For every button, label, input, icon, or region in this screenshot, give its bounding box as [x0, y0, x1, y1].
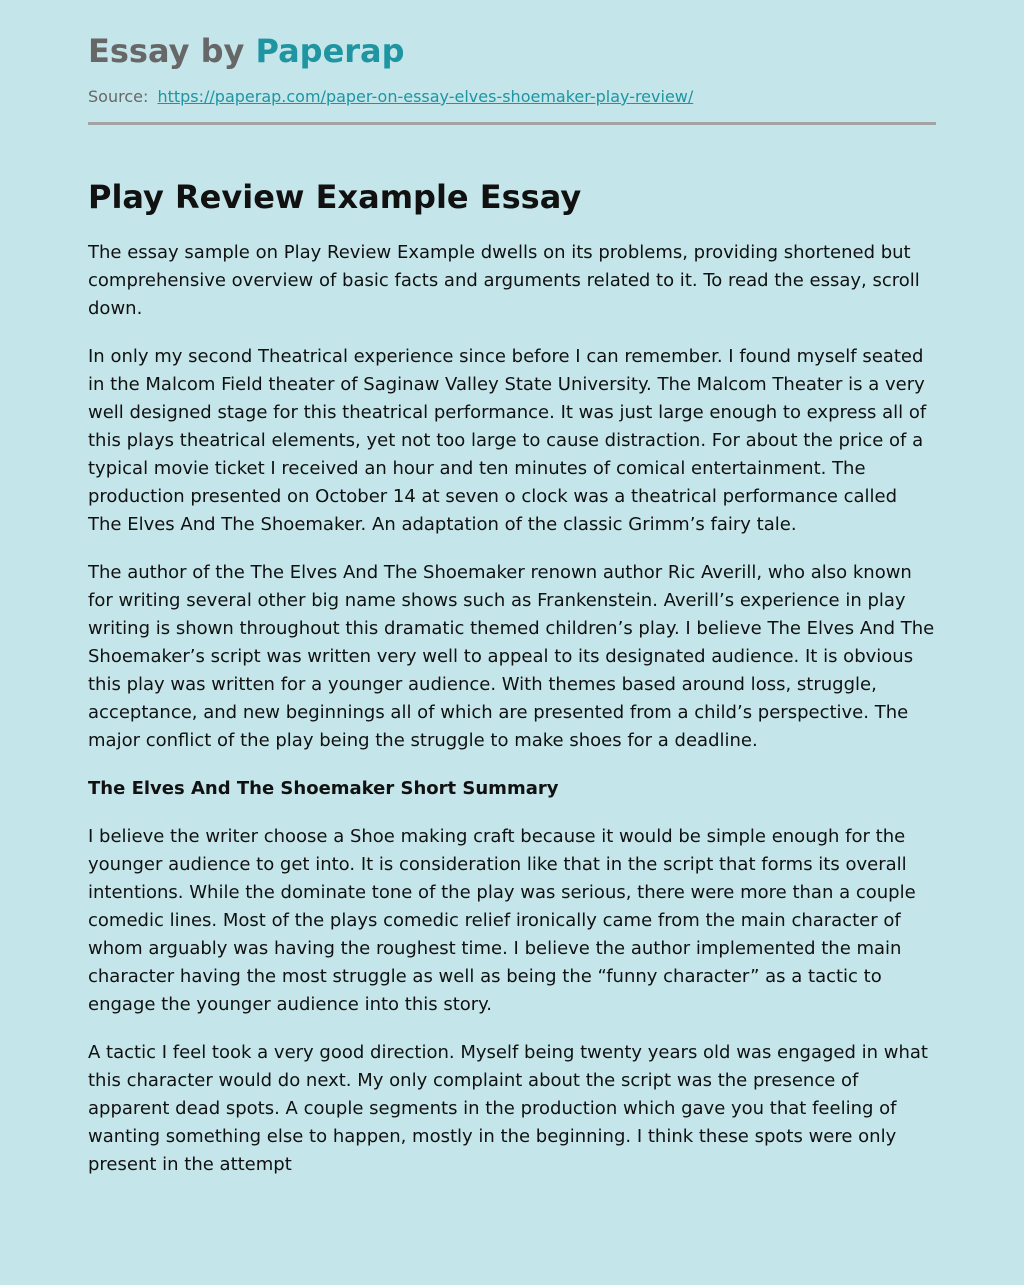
- page-title: Play Review Example Essay: [88, 178, 582, 216]
- source-label: Source:: [88, 87, 149, 106]
- site-brand[interactable]: [88, 30, 936, 72]
- article-body: [88, 239, 936, 1179]
- paragraph: The essay sample on Play Review Example dwells on its problems, providing shortened but comprehensive overview of basic facts and arguments related to it. To read the essay, scroll down.: [88, 242, 920, 319]
- brand-prefix: Essay by: [88, 32, 245, 70]
- essay-page: [88, 0, 936, 1179]
- source-link[interactable]: https://paperap.com/paper-on-essay-elves-shoemaker-play-review/: [157, 87, 694, 106]
- section-heading: The Elves And The Shoemaker Short Summary: [88, 778, 559, 799]
- header-divider: [88, 122, 936, 125]
- paragraph: The author of the The Elves And The Shoemaker renown author Ric Averill, who also known for writing several other big name shows such as Frankenstein. Averill’s experience in play writing is shown throughout this dramatic themed children’s play. I believe The Elves And The Shoemaker’s script was written very well to appeal to its designated audience. It is obvious this play was written for a younger audience. With themes based around loss, struggle, acceptance, and new beginnings all of which are presented from a child’s perspective. The major conflict of the play being the struggle to make shoes for a deadline.: [88, 562, 935, 751]
- source-line: [88, 86, 936, 108]
- brand-name: Paperap: [255, 32, 405, 70]
- paragraph: A tactic I feel took a very good direction. Myself being twenty years old was engaged in what this character would do next. My only complaint about the script was the presence of apparent dead spots. A couple segments in the production which gave you that feeling of wanting something else to happen, mostly in the beginning. I think these spots were only present in the attempt: [88, 1042, 928, 1175]
- paragraph: I believe the writer choose a Shoe making craft because it would be simple enough for the younger audience to get into. It is consideration like that in the script that forms its overall intentions. While the dominate tone of the play was serious, there were more than a couple comedic lines. Most of the plays comedic relief ironically came from the main character of whom arguably was having the roughest time. I believe the author implemented the main character having the most struggle as well as being the “funny character” as a tactic to engage the younger audience into this story.: [88, 826, 916, 1015]
- paragraph: In only my second Theatrical experience since before I can remember. I found myself seated in the Malcom Field theater of Saginaw Valley State University. The Malcom Theater is a very well designed stage for this theatrical performance. It was just large enough to express all of this plays theatrical elements, yet not too large to cause distraction. For about the price of a typical movie ticket I received an hour and ten minutes of comical entertainment. The production presented on October 14 at seven o clock was a theatrical performance called The Elves And The Shoemaker. An adaptation of the classic Grimm’s fairy tale.: [88, 346, 927, 535]
